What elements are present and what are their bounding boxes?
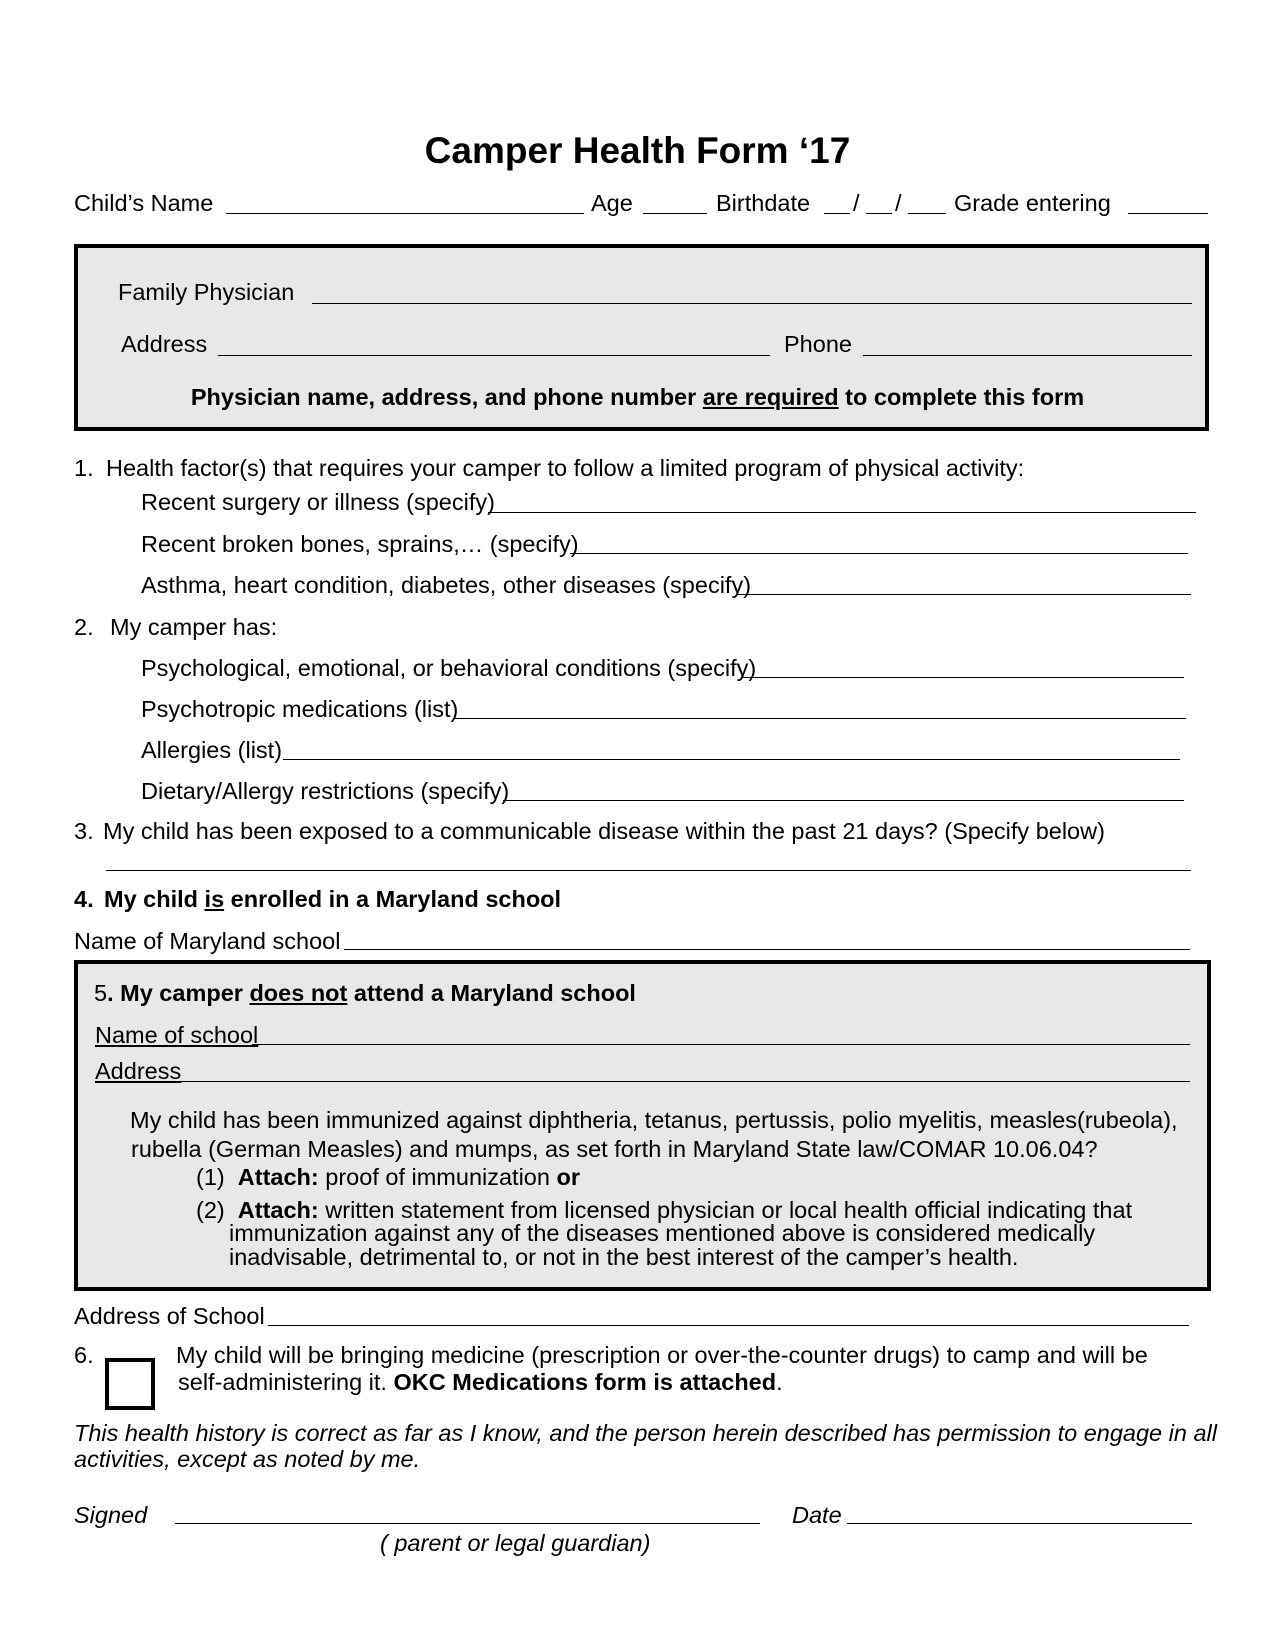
q2-item-field[interactable] xyxy=(283,759,1180,760)
q4-number: 4. xyxy=(74,886,94,912)
q2-item-label: Psychotropic medications (list) xyxy=(141,696,459,722)
physician-label: Family Physician xyxy=(118,279,295,305)
maryland-school-label: Name of Maryland school xyxy=(74,928,341,954)
physician-address-field[interactable] xyxy=(218,355,770,356)
q5-number: 5 xyxy=(94,980,108,1006)
q6-number: 6. xyxy=(74,1342,94,1368)
form-title: Camper Health Form ‘17 xyxy=(424,130,851,171)
q1-item-field[interactable] xyxy=(488,512,1196,513)
physician-required-note: Physician name, address, and phone number are required to complete this form xyxy=(190,384,1085,410)
q2-item-field[interactable] xyxy=(741,677,1184,678)
immunization-text: rubella (German Measles) and mumps, as set forth in Maryland State law/COMAR 10.06.04? xyxy=(131,1136,1098,1162)
q2-text: My camper has: xyxy=(110,614,278,640)
birthdate-month-field[interactable] xyxy=(824,213,850,214)
birthdate-separator: / xyxy=(853,190,860,216)
guardian-caption: ( parent or legal guardian) xyxy=(380,1530,651,1556)
q3-number: 3. xyxy=(74,818,94,844)
q5-address-field[interactable] xyxy=(180,1081,1190,1082)
q2-item-label: Dietary/Allergy restrictions (specify) xyxy=(141,778,510,804)
q3-text: My child has been exposed to a communicable disease within the past 21 days? (Specify below) xyxy=(103,818,1105,844)
physician-phone-field[interactable] xyxy=(863,355,1192,356)
signature-field[interactable] xyxy=(175,1523,760,1524)
q2-item-label: Allergies (list) xyxy=(141,737,283,763)
q5-heading: 5. My camper does not attend a Maryland school xyxy=(94,980,636,1006)
grade-label: Grade entering xyxy=(954,190,1111,216)
q1-text: Health factor(s) that requires your camper to follow a limited program of physical activity: xyxy=(106,455,1025,481)
q2-item-field[interactable] xyxy=(455,718,1186,719)
q5-school-label: Name of school xyxy=(95,1022,259,1048)
declaration-text: This health history is correct as far as I know, and the person herein described has permission to engage in all xyxy=(74,1420,1217,1446)
q2-item-field[interactable] xyxy=(503,800,1184,801)
q5-address-label: Address xyxy=(95,1058,182,1084)
q2-item-label: Psychological, emotional, or behavioral conditions (specify) xyxy=(141,655,757,681)
birthdate-separator: / xyxy=(895,190,902,216)
q3-disease-field[interactable] xyxy=(106,870,1191,871)
q1-item-label: Recent surgery or illness (specify) xyxy=(141,489,495,515)
signed-label: Signed xyxy=(74,1502,148,1528)
q1-item-field[interactable] xyxy=(737,594,1191,595)
age-label: Age xyxy=(591,190,633,216)
q4-text: My child is enrolled in a Maryland school xyxy=(104,886,562,912)
physician-address-label: Address xyxy=(121,331,208,357)
immunization-option-2: (2) Attach: written statement from licensed physician or local health official indicating that xyxy=(196,1197,1133,1223)
grade-field[interactable] xyxy=(1128,213,1208,214)
q5-school-field[interactable] xyxy=(252,1044,1190,1045)
immunization-option-2-text: inadvisable, detrimental to, or not in the best interest of the camper’s health. xyxy=(229,1244,1019,1270)
q1-item-label: Asthma, heart condition, diabetes, other diseases (specify) xyxy=(141,572,752,598)
medication-checkbox[interactable] xyxy=(105,1358,155,1410)
q2-number: 2. xyxy=(74,614,94,640)
q6-text: My child will be bringing medicine (prescription or over-the-counter drugs) to camp and will be xyxy=(176,1342,1148,1368)
age-field[interactable] xyxy=(643,213,707,214)
physician-phone-label: Phone xyxy=(784,331,852,357)
q1-item-label: Recent broken bones, sprains,… (specify) xyxy=(141,531,579,557)
q1-number: 1. xyxy=(74,455,94,481)
address-of-school-field[interactable] xyxy=(268,1325,1189,1326)
date-field[interactable] xyxy=(847,1523,1192,1524)
child-name-label: Child’s Name xyxy=(74,190,214,216)
maryland-school-field[interactable] xyxy=(344,949,1190,950)
declaration-text: activities, except as noted by me. xyxy=(74,1446,421,1472)
address-of-school-label: Address of School xyxy=(74,1303,265,1329)
birthdate-label: Birthdate xyxy=(716,190,811,216)
physician-name-field[interactable] xyxy=(312,303,1192,304)
q1-item-field[interactable] xyxy=(570,553,1188,554)
birthdate-year-field[interactable] xyxy=(908,213,946,214)
immunization-option-2-text: immunization against any of the diseases mentioned above is considered medically xyxy=(229,1220,1096,1246)
q6-text: self-administering it. OKC Medications form is attached. xyxy=(178,1369,783,1395)
birthdate-day-field[interactable] xyxy=(866,213,892,214)
immunization-option-1: (1) Attach: proof of immunization or xyxy=(196,1164,580,1190)
date-label: Date xyxy=(792,1502,842,1528)
immunization-text: My child has been immunized against diphtheria, tetanus, pertussis, polio myelitis, measles(rubeola), xyxy=(130,1107,1178,1133)
child-name-field[interactable] xyxy=(226,213,584,214)
